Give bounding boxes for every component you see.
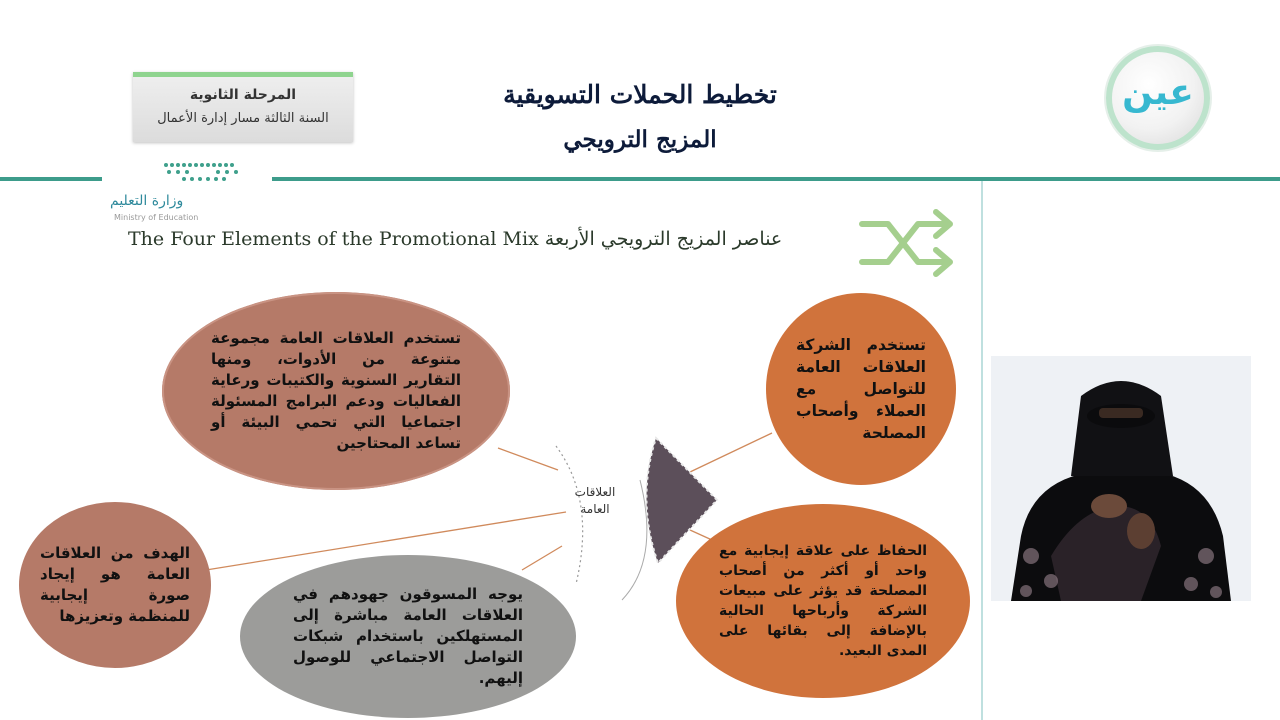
oval-goal-text: الهدف من العلاقات العامة هو إيجاد صورة إيجابية للمنظمة وتعزيزها — [40, 544, 190, 625]
oval-social-media-text: يوجه المسوقون جهودهم في العلاقات العامة مباشرة إلى المستهلكين باستخدام شبكات التواصل الاجتماعي للوصول إليهم. — [293, 585, 523, 687]
page-subtitle: المزيج الترويجي — [563, 126, 717, 153]
oval-goal — [19, 502, 211, 668]
connector-top-right — [690, 433, 772, 472]
oval-tools-text: تستخدم العلاقات العامة مجموعة متنوعة من الأدوات، ومنها التقارير السنوية والكتيبات ورعاية الفعاليات ودعم البرامج المسئولة اجتماعيا التي تحمي البيئة أو تساعد المحتاجين — [211, 329, 461, 452]
channel-logo-text: عين — [1122, 72, 1194, 113]
channel-logo-icon — [1106, 46, 1210, 150]
page-title: تخطيط الحملات التسويقية — [503, 80, 777, 109]
connector-bottom-center — [522, 546, 562, 570]
oval-tools — [162, 292, 510, 490]
stage-label: المرحلة الثانوية — [189, 87, 297, 103]
center-label: العلاقات العامة — [574, 485, 616, 516]
oval-social-media — [240, 555, 576, 718]
oval-communication — [766, 293, 956, 485]
ministry-name-ar: وزارة التعليم — [110, 193, 184, 209]
oval-communication-text: تستخدم الشركة العلاقات العامة للتواصل مع العملاء وأصحاب المصلحة — [796, 336, 926, 442]
ministry-name-en: Ministry of Education — [114, 213, 199, 222]
section-heading: The Four Elements of the Promotional Mix عناصر المزيج الترويجي الأربعة — [128, 228, 783, 250]
sign-language-interpreter-video — [991, 356, 1251, 601]
interpreter-figure-icon — [991, 356, 1251, 601]
oval-relationship-text: الحفاظ على علاقة إيجابية مع واحد أو أكثر من أصحاب المصلحة قد يؤثر على مبيعات الشركة وأرباحها الحالية بالإضافة إلى بقائها على المدى البعيد. — [719, 543, 927, 659]
connector-top-left — [498, 448, 558, 470]
content-divider — [981, 181, 983, 720]
oval-relationship — [676, 504, 970, 698]
track-label: السنة الثالثة مسار إدارة الأعمال — [157, 111, 329, 126]
